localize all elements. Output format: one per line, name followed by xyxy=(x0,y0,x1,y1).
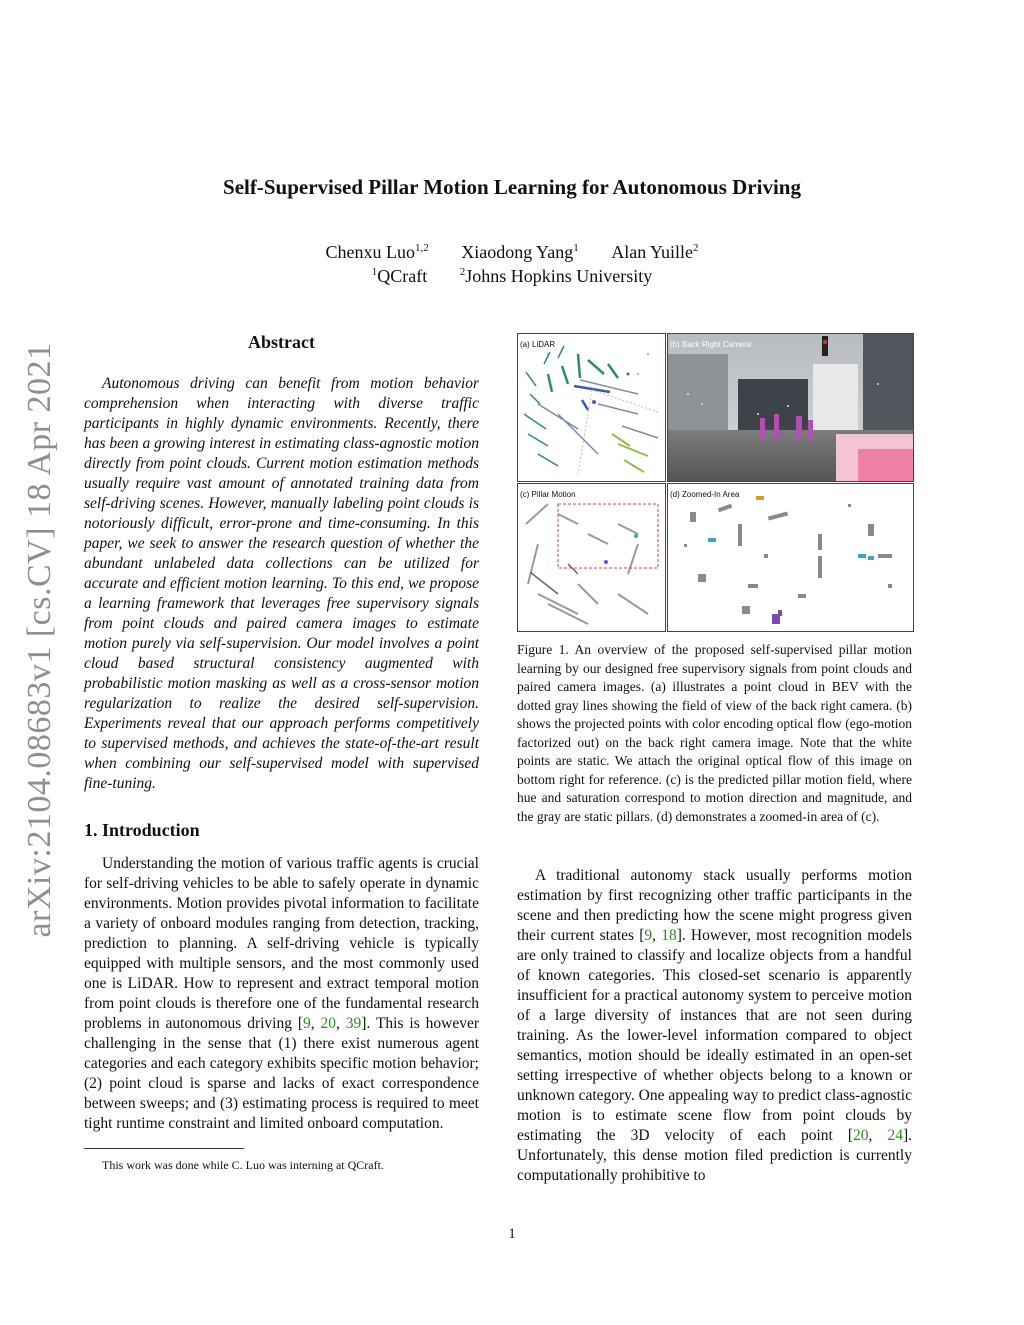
abstract-heading: Abstract xyxy=(248,332,315,352)
author-list xyxy=(0,240,1024,264)
panel-camera xyxy=(667,333,914,482)
author: Xiaodong Yang$^1$ xyxy=(461,242,579,262)
camera-image xyxy=(668,334,913,481)
footnote: This work was done while C. Luo was interning at QCraft. xyxy=(102,1158,384,1172)
intro-heading: 1. Introduction xyxy=(84,820,200,840)
left-column xyxy=(84,332,479,1173)
paper-title: Self-Supervised Pillar Motion Learning for Autonomous Driving xyxy=(223,175,801,199)
panel-pillar-motion xyxy=(517,483,666,632)
citation-link[interactable]: 39 xyxy=(345,1015,362,1032)
author: Chenxu Luo$^{1,2}$ xyxy=(325,242,429,262)
affiliation: $^1$QCraft xyxy=(371,266,428,286)
panel-label: (d) Zoomed-In Area xyxy=(670,490,740,499)
page-number: 1 xyxy=(508,1226,516,1242)
affiliation-list xyxy=(0,264,1024,288)
panel-lidar xyxy=(517,333,666,482)
panel-label: (a) LiDAR xyxy=(520,340,556,349)
figure-caption: Figure 1. An overview of the proposed self-supervised pillar motion learning by our designed free supervisory signals from point clouds and paired camera images. (a) illustrates a point cloud in BEV with the dotted gray lines showing the field of view of the back right camera. (b) shows the projected points with color encoding optical flow (ego-motion factorized out) on the back right camera image. Note that the white points are static. We attach the original optical flow of this image on bottom right for reference. (c) is the predicted pillar motion field, where hue and saturation correspond to motion direction and magnitude, and the gray are static pillars. (d) demonstrates a zoomed-in area of (c). xyxy=(517,642,912,824)
citation-link[interactable]: 20 xyxy=(320,1015,337,1032)
affiliation: $^2$Johns Hopkins University xyxy=(459,266,653,286)
panel-label: (c) Pillar Motion xyxy=(520,490,576,499)
abstract-text: Autonomous driving can benefit from motion behavior comprehension when interacting with diverse traffic participants in highly dynamic environments. Recently, there has been a growing interest in estimating class-agnostic motion directly from point clouds. Current motion estimation methods usually require vast amount of annotated training data from self-driving scenes. However, manually labeling point clouds is notoriously difficult, error-prone and time-consuming. In this paper, we seek to answer the research question of whether the abundant unlabeled data collections can be utilized for accurate and efficient motion learning. To this end, we propose a learning framework that leverages free supervisory signals from point clouds and paired camera images to estimate motion purely via self-supervision. Our model involves a point cloud based structural consistency augmented with probabilistic motion masking as well as a cross-sensor motion regularization to realize the desired self-supervision. Experiments reveal that our approach performs competitively to supervised methods, and achieves the state-of-the-art result when combining our self-supervised model with supervised fine-tuning. xyxy=(84,375,479,792)
footnote-rule xyxy=(84,1148,244,1149)
pillar-motion-image xyxy=(518,484,665,631)
panel-zoomed xyxy=(667,483,914,632)
citation-link[interactable]: 18 xyxy=(661,927,677,944)
lidar-bev-image xyxy=(518,334,665,481)
figure-1 xyxy=(517,333,912,631)
arxiv-sidebar xyxy=(20,340,60,940)
panel-label: (b) Back Right Camera xyxy=(670,340,752,349)
citation-link[interactable]: 9 xyxy=(303,1015,311,1032)
citation-link[interactable]: 24 xyxy=(887,1127,903,1144)
citation-link[interactable]: 9 xyxy=(644,927,653,944)
intro-paragraph: Understanding the motion of various traffic agents is crucial for self-driving vehicles to be able to safely operate in dynamic environments. Motion provides pivotal information to facilitate a variety of onboard modules ranging from detection, tracking, prediction to planning. A self-driving vehicle is typically equipped with multiple sensors, and the most commonly used one is LiDAR. How to represent and extract temporal motion from point clouds is therefore one of the fundamental research problems in autonomous driving [9, 20, 39]. This is however challenging in the sense that (1) there exist numerous agent categories and each category exhibits specific motion behavior; (2) point cloud is sparse and lacks of exact correspondence between sweeps; and (3) estimating process is required to meet tight runtime constraint and limited onboard computation. xyxy=(84,855,479,1132)
citation-link[interactable]: 20 xyxy=(853,1127,869,1144)
author-block xyxy=(0,240,1024,288)
arxiv-id: arXiv:2104.08683v1 [cs.CV] 18 Apr 2021 xyxy=(21,342,58,938)
author: Alan Yuille$^2$ xyxy=(611,242,699,262)
intro-paragraph: A traditional autonomy stack usually performs motion estimation by first recognizing other traffic participants in the scene and then predicting how the scene might progress given their current states [9, 18]. However, most recognition models are only trained to classify and localize objects from a handful of known categories. This closed-set scenario is apparently insufficient for a practical autonomy system to perceive motion of a large diversity of instances that are not seen during training. As the lower-level information compared to object semantics, motion should be ideally estimated in an open-set setting irrespective of whether objects belong to a known or unknown category. One appealing way to predict class-agnostic motion is to estimate scene flow from point clouds by estimating the 3D velocity of each point [20, 24]. Unfortunately, this dense motion filed prediction is currently computationally prohibitive to xyxy=(517,867,912,1184)
zoomed-image xyxy=(668,484,913,631)
right-column xyxy=(517,333,912,1186)
